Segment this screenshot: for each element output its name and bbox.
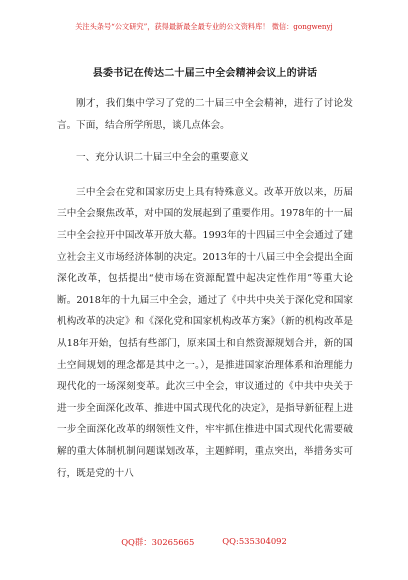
document-page [57, 62, 353, 484]
qq-text: QQ:535304092 [222, 536, 287, 546]
document-title: 县委书记在传达二十届三中全会精神会议上的讲话 [92, 68, 318, 79]
body-paragraph: 三中全会在党和国家历史上具有特殊意义。改革开放以来，历届三中全会聚焦改革，对中国的发展起到了重要作用。1978年的十一届三中全会拉开中国改革开放大幕。1993年的十四届三中全会通过了建立社会主义市场经济体制的决定。2013年的十八届三中全会提出全面深化改革，包括提出“使市场在资源配置中起决定性作用”等重大论断。2018年的十九届三中全会，通过了《中共中央关于深化党和国家机构改革的决定》和《深化党和国家机构改革方案》（新的机构改革是从18年开始，包括有些部门，原来国土和自然资源规划合并，新的国土空间规划的理念都是其中之一。），是推进国家治理体系和治理能力现代化的一场深刻变革。此次三中全会，审议通过的《中共中央关于进一步全面深化改革、推进中国式现代化的决定》，是指导新征程上进一步全面深化改革的纲领性文件，牢牢抓住推进中国式现代化需要破解的重大体制机制问题谋划改革，主题鲜明，重点突出，举措务实可行，既是党的十八 [57, 186, 353, 479]
intro-paragraph: 刚才，我们集中学习了党的二十届三中全会精神，进行了讨论发言。下面，结合所学所思，谈几点体会。 [57, 98, 353, 131]
section-heading: 一、充分认识二十届三中全会的重要意义 [76, 152, 249, 164]
footer-contacts [0, 536, 408, 548]
qq-group-text: QQ群：30265665 [121, 537, 195, 547]
promo-banner: 关注头条号“公文研究”，获得最新最全最专业的公文资料库！ 微信：gongwenyj [75, 22, 333, 31]
